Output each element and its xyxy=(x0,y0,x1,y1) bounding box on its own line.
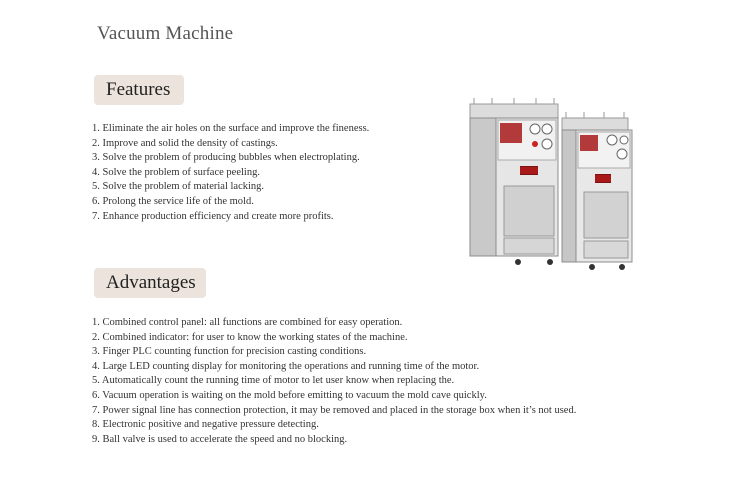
list-item: 4. Large LED counting display for monitoring the operations and running time of the motor. xyxy=(92,360,480,372)
features-list xyxy=(92,122,452,224)
list-item: 3. Solve the problem of producing bubbles when electroplating. xyxy=(92,152,360,164)
list-item: 7. Power signal line has connection protection, it may be removed and placed in the storage box when it’s not used. xyxy=(92,404,577,416)
list-item: 5. Solve the problem of material lacking. xyxy=(92,181,265,193)
list-item: 9. Ball valve is used to accelerate the speed and no blocking. xyxy=(92,433,348,445)
advantages-heading: Advantages xyxy=(94,268,206,298)
machine-unit-front xyxy=(562,112,632,270)
list-item: 5. Automatically count the running time of motor to let user know when replacing the. xyxy=(92,375,455,387)
machine-unit-rear xyxy=(470,98,558,265)
list-item: 2. Improve and solid the density of castings. xyxy=(92,137,278,149)
list-item: 1. Eliminate the air holes on the surface and improve the fineness. xyxy=(92,123,370,134)
features-heading: Features xyxy=(94,75,184,105)
list-item: 7. Enhance production efficiency and create more profits. xyxy=(92,210,334,222)
list-item: 3. Finger PLC counting function for precision casting conditions. xyxy=(92,346,367,358)
list-item: 2. Combined indicator: for user to know the working states of the machine. xyxy=(92,331,408,343)
list-item: 6. Prolong the service life of the mold. xyxy=(92,195,254,207)
list-item: 4. Solve the problem of surface peeling. xyxy=(92,166,260,178)
list-item: 1. Combined control panel: all functions are combined for easy operation. xyxy=(92,317,403,328)
page-title: Vacuum Machine xyxy=(97,23,234,44)
list-item: 8. Electronic positive and negative pressure detecting. xyxy=(92,419,319,431)
advantages-list xyxy=(92,316,632,447)
list-item: 6. Vacuum operation is waiting on the mold before emitting to vacuum the mold cave quickly. xyxy=(92,389,487,401)
vacuum-machine-image xyxy=(462,96,642,271)
